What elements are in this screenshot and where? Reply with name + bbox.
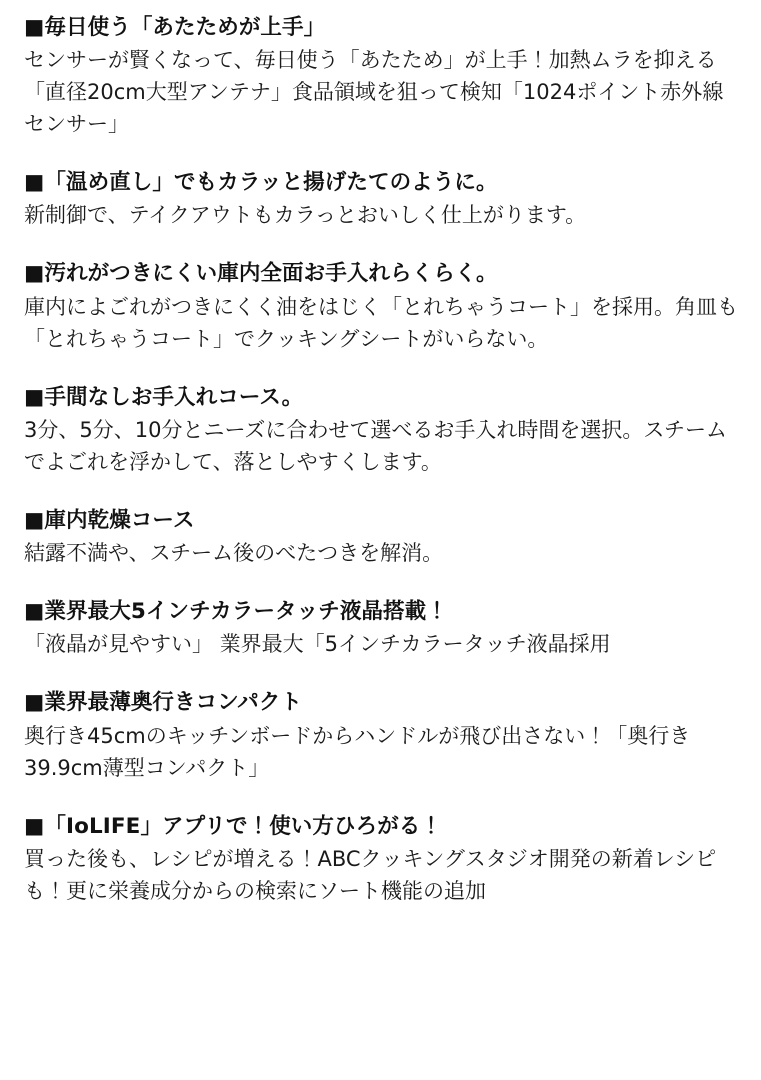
section-body: 結露不満や、スチーム後のべたつきを解消。 — [24, 541, 444, 566]
section-body: 新制御で、テイクアウトもカラっとおいしく仕上がります。 — [24, 203, 587, 228]
section-heading: ■庫内乾燥コース — [24, 507, 195, 533]
feature-section-color-lcd — [24, 598, 739, 661]
section-body: 奥行き45cmのキッチンボードからハンドルが飛び出さない！「奥行き39.9cm薄型コンパクト」 — [24, 723, 691, 780]
section-heading: ■業界最薄奥行きコンパクト — [24, 690, 303, 716]
section-heading: ■「温め直し」でもカラッと揚げたてのように。 — [24, 170, 498, 196]
section-body: 庫内によごれがつきにくく油をはじく「とれちゃうコート」を採用。角皿も「とれちゃうコート」でクッキングシートがいらない。 — [24, 294, 738, 351]
section-heading: ■業界最大5インチカラータッチ液晶搭載！ — [24, 599, 448, 625]
feature-section-care-course — [24, 384, 739, 479]
section-body: 「液晶が見やすい」 業界最大「5インチカラータッチ液晶採用 — [24, 632, 611, 657]
feature-section-reheat — [24, 169, 739, 232]
section-heading: ■「IoLIFE」アプリで！使い方ひろがる！ — [24, 813, 442, 839]
section-heading: ■手間なしお手入れコース。 — [24, 384, 304, 410]
feature-section-heating — [24, 14, 739, 141]
section-body: 買った後も、レシピが増える！ABCクッキングスタジオ開発の新着レシピも！更に栄養成分からの検索にソート機能の追加 — [24, 846, 717, 903]
section-heading: ■汚れがつきにくい庫内全面お手入れらくらく。 — [24, 261, 498, 287]
section-heading: ■毎日使う「あたためが上手」 — [24, 15, 326, 40]
section-body: 3分、5分、10分とニーズに合わせて選べるお手入れ時間を選択。スチームでよごれを浮かして、落としやすくします。 — [24, 417, 727, 474]
feature-section-drying-course — [24, 507, 739, 570]
feature-section-easy-clean — [24, 260, 739, 355]
feature-section-compact-depth — [24, 689, 739, 784]
feature-section-iolife-app — [24, 813, 739, 908]
section-body: センサーが賢くなって、毎日使う「あたため」が上手！加熱ムラを抑える「直径20cm大型アンテナ」食品領域を狙って検知「1024ポイント赤外線センサー」 — [24, 48, 724, 137]
